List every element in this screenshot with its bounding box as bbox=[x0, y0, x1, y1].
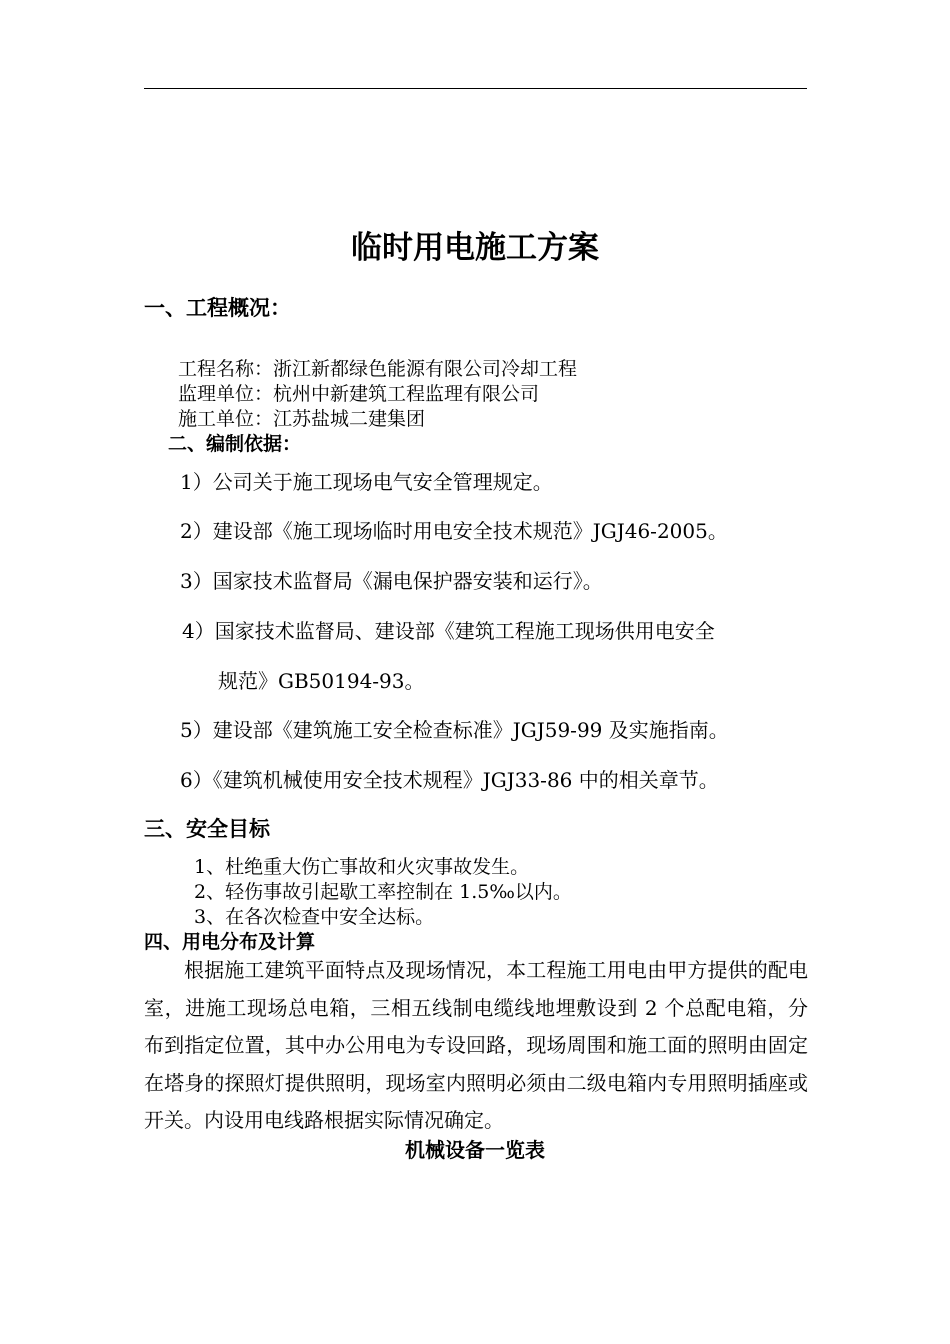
basis-item-6: 6）《建筑机械使用安全技术规程》JGJ33-86 中的相关章节。 bbox=[180, 768, 719, 792]
target-item-2: 2、轻伤事故引起歇工率控制在 1.5‰以内。 bbox=[194, 881, 572, 903]
section-heading-overview: 一、工程概况： bbox=[144, 296, 291, 320]
target-item-1: 1、杜绝重大伤亡事故和火灾事故发生。 bbox=[194, 856, 530, 878]
equipment-table-title: 机械设备一览表 bbox=[405, 1138, 545, 1162]
section-heading-safety-target: 三、安全目标 bbox=[144, 817, 270, 841]
basis-item-4-cont: 规范》GB50194-93。 bbox=[218, 669, 425, 693]
section-heading-power-distribution: 四、用电分布及计算 bbox=[144, 931, 316, 953]
basis-item-2: 2）建设部《施工现场临时用电安全技术规范》JGJ46-2005。 bbox=[180, 519, 728, 543]
supervisor-line: 监理单位：杭州中新建筑工程监理有限公司 bbox=[178, 383, 540, 405]
section-heading-basis: 二、编制依据： bbox=[168, 433, 302, 455]
basis-item-3: 3）国家技术监督局《漏电保护器安装和运行》。 bbox=[180, 569, 603, 593]
basis-item-4: 4）国家技术监督局、建设部《建筑工程施工现场供用电安全 bbox=[182, 619, 715, 643]
target-item-3: 3、在各次检查中安全达标。 bbox=[194, 906, 435, 928]
project-name-line: 工程名称：浙江新都绿色能源有限公司冷却工程 bbox=[178, 358, 578, 380]
basis-item-5: 5）建设部《建筑施工安全检查标准》JGJ59-99 及实施指南。 bbox=[180, 718, 729, 742]
contractor-line: 施工单位：江苏盐城二建集团 bbox=[178, 408, 426, 430]
header-rule bbox=[144, 88, 807, 89]
power-distribution-paragraph: 根据施工建筑平面特点及现场情况，本工程施工用电由甲方提供的配电室，进施工现场总电箱，三相五线制电缆线地埋敷设到 2 个总配电箱，分布到指定位置，其中办公用电为专设回路，现场周围和施工面的照明由固定在塔身的探照灯提供照明，现场室内照明必须由二级电箱内专用照明插座或开关。内设用电线路根据实际情况确定。 bbox=[144, 958, 808, 1133]
basis-item-1: 1）公司关于施工现场电气安全管理规定。 bbox=[180, 470, 553, 494]
document-title: 临时用电施工方案 bbox=[351, 230, 599, 266]
